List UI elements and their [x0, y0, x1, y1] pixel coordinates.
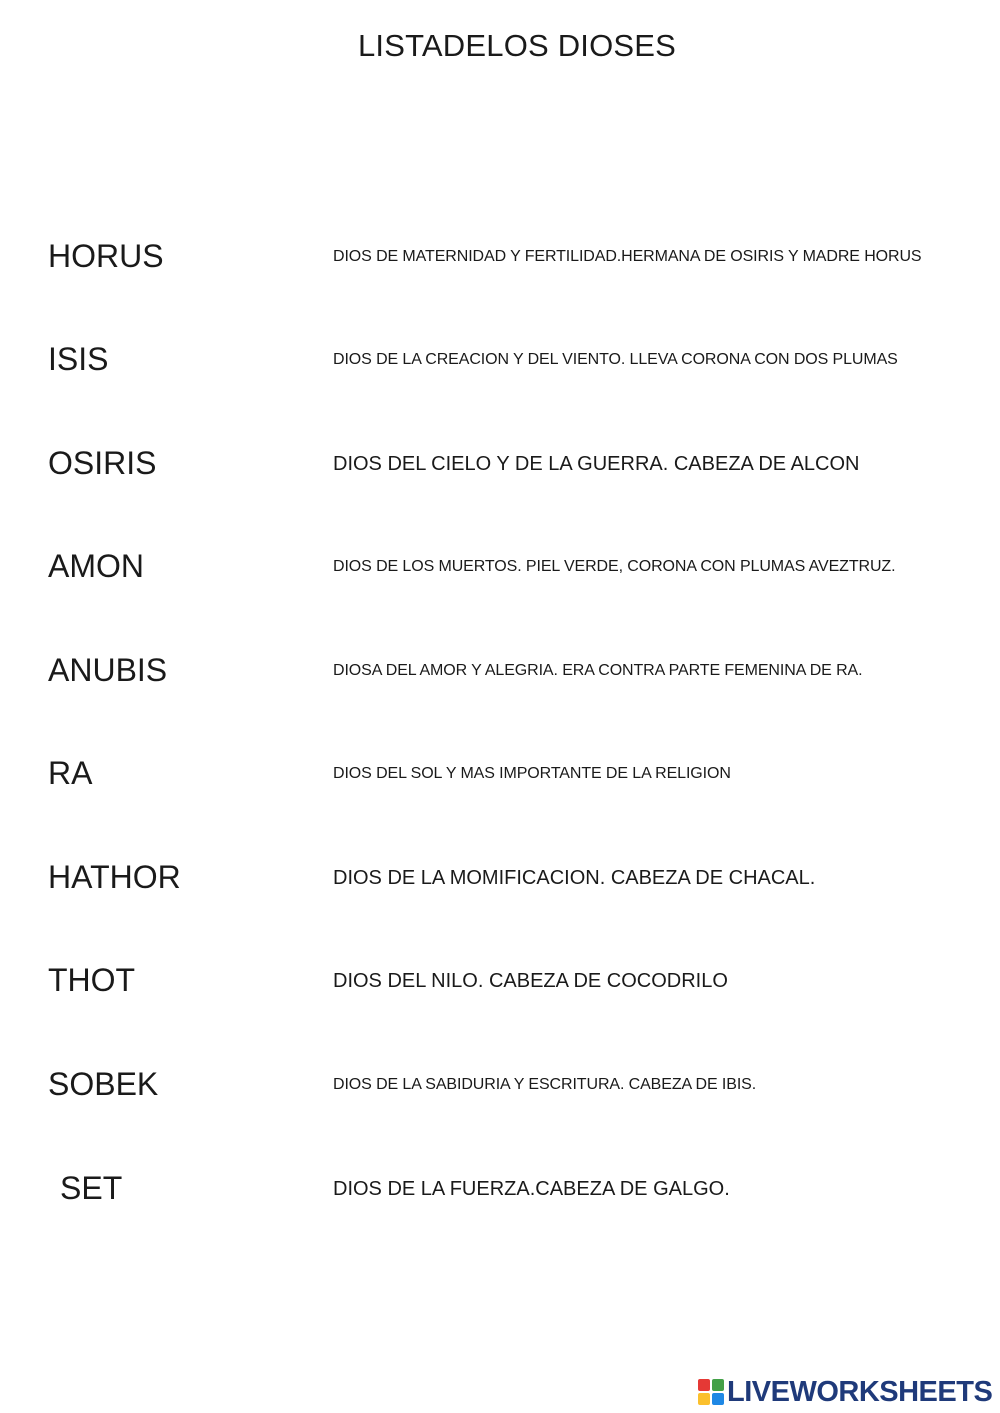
god-row: [0, 960, 1000, 1020]
god-name[interactable]: ANUBIS: [48, 652, 168, 688]
god-description[interactable]: DIOS DEL CIELO Y DE LA GUERRA. CABEZA DE ALCON: [333, 453, 860, 475]
logo-square-green: [712, 1379, 724, 1391]
god-description[interactable]: DIOS DE LA CREACION Y DEL VIENTO. LLEVA CORONA CON DOS PLUMAS: [333, 351, 898, 368]
god-description[interactable]: DIOS DEL NILO. CABEZA DE COCODRILO: [333, 970, 728, 992]
god-row: [0, 650, 1000, 710]
brand-name: LIVEWORKSHEETS: [727, 1375, 993, 1408]
god-description[interactable]: DIOS DE LOS MUERTOS. PIEL VERDE, CORONA CON PLUMAS AVEZTRUZ.: [333, 558, 896, 575]
god-row: [0, 546, 1000, 606]
god-description[interactable]: DIOS DE MATERNIDAD Y FERTILIDAD.HERMANA DE OSIRIS Y MADRE HORUS: [333, 248, 922, 265]
god-row: [0, 236, 1000, 296]
god-row: [0, 443, 1000, 503]
god-description[interactable]: DIOS DEL SOL Y MAS IMPORTANTE DE LA RELIGION: [333, 765, 731, 782]
god-description[interactable]: DIOSA DEL AMOR Y ALEGRIA. ERA CONTRA PARTE FEMENINA DE RA.: [333, 662, 863, 679]
god-row: [0, 753, 1000, 813]
page-title: LISTADELOS DIOSES: [357, 28, 677, 63]
god-row: [0, 1064, 1000, 1124]
god-name[interactable]: SOBEK: [48, 1066, 159, 1102]
logo-square-yellow: [698, 1393, 710, 1405]
logo-square-red: [698, 1379, 710, 1391]
god-description[interactable]: DIOS DE LA FUERZA.CABEZA DE GALGO.: [333, 1178, 730, 1200]
god-name[interactable]: SET: [60, 1170, 123, 1206]
god-description[interactable]: DIOS DE LA SABIDURIA Y ESCRITURA. CABEZA DE IBIS.: [333, 1076, 757, 1093]
god-name[interactable]: OSIRIS: [48, 445, 157, 481]
god-name[interactable]: RA: [48, 755, 93, 791]
liveworksheets-logo-icon: [698, 1379, 724, 1405]
god-row: [0, 857, 1000, 917]
god-description[interactable]: DIOS DE LA MOMIFICACION. CABEZA DE CHACAL.: [333, 867, 816, 889]
god-name[interactable]: HATHOR: [48, 859, 181, 895]
god-name[interactable]: HORUS: [48, 238, 164, 274]
liveworksheets-brand: [698, 1377, 992, 1407]
god-name[interactable]: ISIS: [48, 341, 109, 377]
god-row: [0, 1168, 1000, 1228]
god-name[interactable]: THOT: [48, 962, 136, 998]
god-row: [0, 339, 1000, 399]
logo-square-blue: [712, 1393, 724, 1405]
god-name[interactable]: AMON: [48, 548, 144, 584]
